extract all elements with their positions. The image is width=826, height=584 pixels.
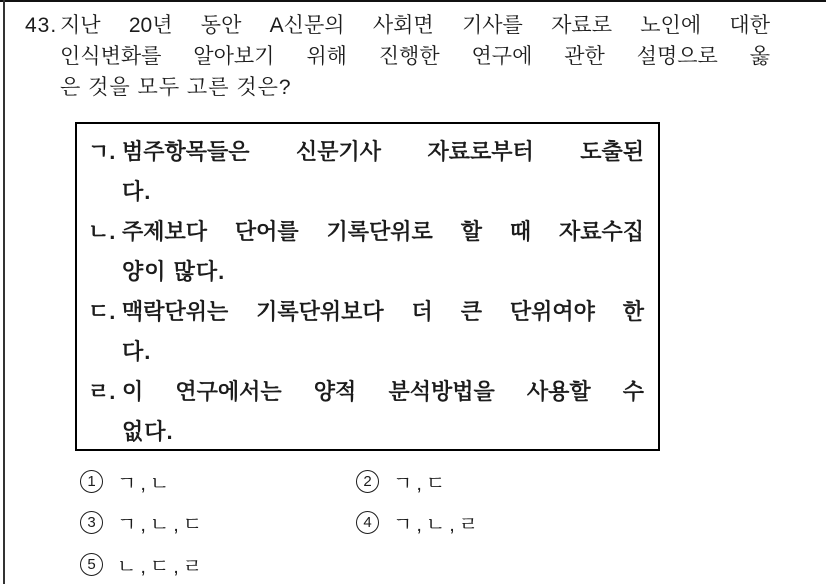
question-text	[60, 10, 770, 103]
statement-line: 이 연구에서는 양적 분석방법을 사용할 수	[122, 379, 644, 404]
choice-1-label: ㄱ,ㄴ	[117, 473, 174, 495]
question-line-2: 인식변화를 알아보기 위해 진행한 연구에 관한 설명으로 옳	[60, 45, 770, 68]
choice-5-label: ㄴ,ㄷ,ㄹ	[117, 556, 207, 578]
statement-marker: ㄹ.	[88, 379, 116, 404]
statement-text	[122, 212, 644, 292]
choice-3-label: ㄱ,ㄴ,ㄷ	[117, 514, 207, 536]
choice-2-circle[interactable]: 2	[356, 470, 379, 493]
question-line-1: 지난 20년 동안 A신문의 사회면 기사를 자료로 노인에 대한	[60, 14, 770, 37]
statement-marker: ㄱ.	[88, 139, 116, 164]
choice-2-label: ㄱ,ㄷ	[393, 473, 450, 495]
statement-text	[122, 292, 644, 372]
statement-line: 양이 많다.	[122, 259, 226, 284]
choice-5-circle[interactable]: 5	[80, 553, 103, 576]
choice-1[interactable]	[80, 467, 173, 496]
statement-marker: ㄴ.	[88, 219, 116, 244]
question-block	[25, 10, 773, 103]
choice-3[interactable]	[80, 508, 206, 537]
choice-4-circle[interactable]: 4	[356, 511, 379, 534]
question-line-3: 은 것을 모두 고른 것은?	[60, 76, 292, 99]
statements-box	[75, 122, 660, 451]
choice-3-circle[interactable]: 3	[80, 511, 103, 534]
statement-line: 없다.	[122, 419, 174, 444]
statement-item-digeut	[88, 292, 644, 372]
statement-line: 다.	[122, 179, 152, 204]
statement-text	[122, 132, 644, 212]
question-number: 43.	[25, 14, 58, 37]
page-top-border	[0, 0, 826, 2]
statement-line: 다.	[122, 339, 152, 364]
choice-2[interactable]	[356, 467, 449, 496]
choice-5[interactable]	[80, 550, 206, 579]
statement-line: 주제보다 단어를 기록단위로 할 때 자료수집	[122, 219, 644, 244]
statement-text	[122, 372, 644, 452]
statement-marker: ㄷ.	[88, 299, 116, 324]
statement-item-nieun	[88, 212, 644, 292]
statement-line: 맥락단위는 기록단위보다 더 큰 단위여야 한	[122, 299, 644, 324]
choice-4-label: ㄱ,ㄴ,ㄹ	[393, 514, 483, 536]
statement-line: 범주항목들은 신문기사 자료로부터 도출된	[122, 139, 644, 164]
choice-4[interactable]	[356, 508, 482, 537]
statement-item-rieul	[88, 372, 644, 452]
choice-1-circle[interactable]: 1	[80, 470, 103, 493]
statement-item-giyeok	[88, 132, 644, 212]
page-left-border	[3, 0, 5, 584]
